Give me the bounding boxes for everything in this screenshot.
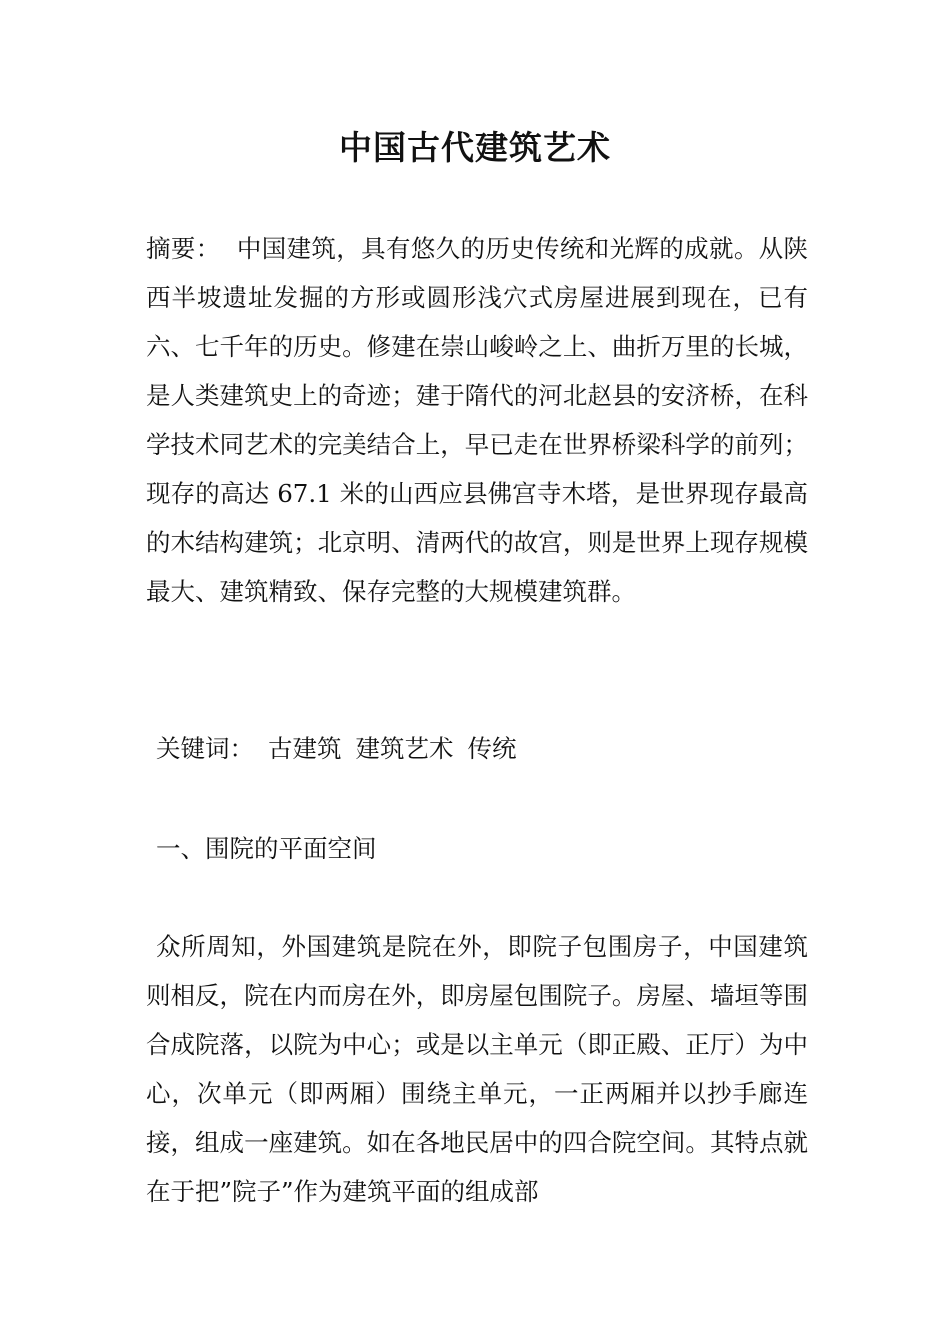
abstract-paragraph (146, 224, 808, 616)
keywords-label: 关键词： (156, 734, 254, 763)
keyword-item: 建筑艺术 (355, 734, 454, 763)
keywords-line (156, 724, 818, 773)
abstract-text: 中国建筑，具有悠久的历史传统和光辉的成就。从陕西半坡遗址发掘的方形或圆形浅穴式房屋进展到现在，已有六、七千年的历史。修建在崇山峻岭之上、曲折万里的长城，是人类建筑史上的奇迹；建于隋代的河北赵县的安济桥，在科学技术同艺术的完美结合上，早已走在世界桥梁科学的前列；现存的高达 67.1 米的山西应县佛宫寺木塔，是世界现存最高的木结构建筑；北京明、清两代的故宫，则是世界上现存规模最大、建筑精致、保存完整的大规模建筑群。 (146, 234, 809, 606)
section-heading: 一、围院的平面空间 (156, 834, 377, 863)
keyword-item: 传统 (467, 734, 517, 763)
abstract-label: 摘要： (146, 234, 221, 263)
body-paragraph: 众所周知，外国建筑是院在外，即院子包围房子，中国建筑则相反，院在内而房在外，即房屋包围院子。房屋、墙垣等围合成院落，以院为中心；或是以主单元（即正殿、正厅）为中心，次单元（即两厢）围绕主单元，一正两厢并以抄手廊连接，组成一座建筑。如在各地民居中的四合院空间。其特点就在于把”院子”作为建筑平面的组成部 (146, 932, 808, 1206)
keyword-item: 古建筑 (268, 734, 342, 763)
document-title: 中国古代建筑艺术 (339, 128, 611, 167)
